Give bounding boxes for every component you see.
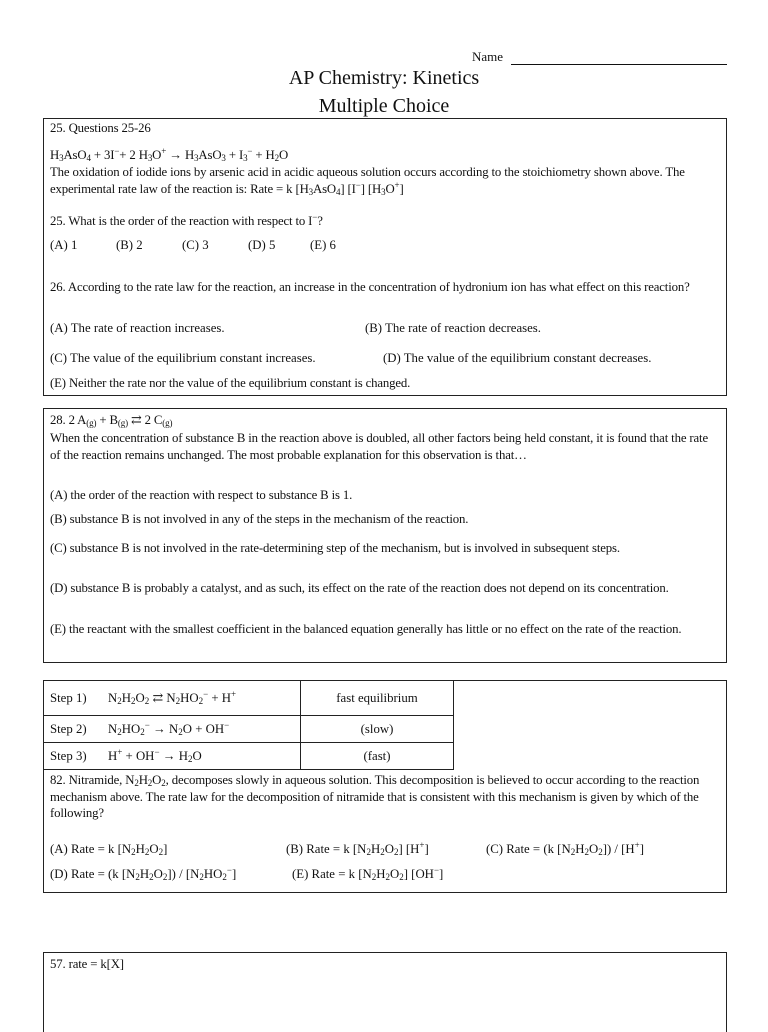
step-equation: $N_2H_2O_2$ ⇄ $N_2HO_2^- + H^+$ bbox=[108, 688, 237, 706]
step-label: Step 2) bbox=[50, 721, 87, 736]
question-82-choices-row1 bbox=[50, 841, 720, 859]
subscript: 2 bbox=[393, 847, 399, 857]
subscript: 3 bbox=[221, 153, 226, 163]
choice-d: (D) Rate = (k $[N_2H_2O_2]) / [N_2HO_2^-]$ bbox=[50, 865, 237, 882]
subscript: 2 bbox=[399, 872, 404, 882]
subscript: 2 bbox=[178, 726, 183, 737]
page-subtitle: Multiple Choice bbox=[318, 95, 450, 117]
superscript: + bbox=[231, 688, 237, 699]
choice-c: (C) substance B is not involved in the rate-determining step of the mechanism, but is involved in subsequent steps. bbox=[50, 541, 620, 555]
name-blank-line[interactable] bbox=[511, 64, 727, 65]
choice-e: (E) the reactant with the smallest coefficient in the balanced equation generally has little or no effect on the rate of the reaction. bbox=[50, 622, 682, 636]
subscript: 2 bbox=[385, 872, 390, 882]
subscript: 2 bbox=[366, 847, 371, 857]
subscript: 2 bbox=[158, 847, 164, 857]
choice-c: (C) 3 bbox=[182, 238, 209, 252]
question-block-25-26 bbox=[43, 118, 727, 396]
choice-e: (E) Neither the rate nor the value of the equilibrium constant is changed. bbox=[50, 376, 411, 390]
subscript: 4 bbox=[336, 186, 341, 197]
mechanism-table bbox=[43, 680, 454, 770]
mechanism-step-cell bbox=[44, 681, 301, 716]
step-rate-note: fast equilibrium bbox=[301, 681, 454, 716]
subscript: 2 bbox=[149, 872, 154, 882]
question-82-choices-row2 bbox=[50, 866, 720, 884]
superscript: − bbox=[312, 212, 318, 222]
step-rate-note: (slow) bbox=[301, 716, 454, 743]
subscript: 2 bbox=[147, 778, 153, 788]
mechanism-row bbox=[44, 681, 454, 716]
subscript: 3 bbox=[147, 153, 153, 163]
question-block-57 bbox=[43, 952, 727, 1032]
subscript: 3 bbox=[243, 153, 248, 163]
mechanism-row bbox=[44, 716, 454, 743]
question-82-stem: 82. Nitramide, $N_2H_2O_2$, decomposes slowly in aqueous solution. This decomposition is believed to occur according to the reaction mechanism above. The rate law for the decomposition of nitramide that is consistent with this mechanism is given by which of the following? bbox=[50, 773, 700, 820]
superscript: + bbox=[117, 746, 123, 757]
choice-b: (B) Rate = k $[N_2H_2O_2]$ [H+] bbox=[286, 840, 429, 857]
question-25-text: 25. What is the order of the reaction with respect to I−? bbox=[50, 212, 323, 228]
subscript: 4 bbox=[86, 153, 91, 163]
choice-a: (A) 1 bbox=[50, 238, 78, 252]
subscript: 2 bbox=[131, 695, 136, 706]
superscript: + bbox=[161, 146, 167, 156]
step-equation: $N_2HO_2^- \to N_2O + OH^-$ bbox=[108, 719, 230, 737]
subscript: 2 bbox=[584, 847, 589, 857]
subscript: 2 bbox=[222, 872, 227, 882]
mechanism-step-cell bbox=[44, 716, 301, 743]
choice-b: (B) 2 bbox=[116, 238, 143, 252]
subscript: (g) bbox=[117, 418, 128, 428]
choice-c: (C) Rate = (k $[N_2H_2O_2]) / [H^+]$ bbox=[486, 840, 645, 857]
choice-d: (D) substance B is probably a catalyst, and as such, its effect on the rate of the reaction does not depend on its concentration. bbox=[50, 581, 669, 595]
choice-c: (C) The value of the equilibrium constant increases. bbox=[50, 351, 316, 365]
subscript: 2 bbox=[144, 847, 150, 857]
superscript: − bbox=[203, 688, 209, 699]
choice-b: (B) The rate of reaction decreases. bbox=[365, 321, 541, 335]
choice-d: (D) 5 bbox=[248, 238, 276, 252]
subscript: 2 bbox=[140, 726, 145, 737]
superscript: + bbox=[419, 840, 425, 850]
question-heading: 25. Questions 25-26 bbox=[50, 121, 151, 135]
superscript: + bbox=[634, 840, 640, 850]
question-57-text: 57. rate = k[X] bbox=[50, 957, 124, 971]
step-equation: $H^+ + OH^- \to H_2O$ bbox=[108, 746, 202, 764]
subscript: 2 bbox=[117, 726, 122, 737]
question-block-82 bbox=[43, 680, 727, 893]
superscript: − bbox=[144, 719, 150, 730]
name-field[interactable] bbox=[472, 48, 727, 66]
step-label: Step 3) bbox=[50, 748, 87, 763]
subscript: 3 bbox=[59, 153, 64, 163]
subscript: 2 bbox=[135, 872, 140, 882]
reaction-equation: $H_3AsO_4 + 3I^-+ 2$ $H_3O^+ \to H_3AsO_3 + I_3^- + H_2O$ bbox=[50, 146, 289, 163]
subscript: 2 bbox=[198, 695, 204, 706]
question-26-text: 26. According to the rate law for the reaction, an increase in the concentration of hydronium ion has what effect on this reaction? bbox=[50, 280, 690, 294]
question-28-stem: When the concentration of substance B in the reaction above is doubled, all other factors being held constant, it is found that the rate of the reaction remains unchanged. The most probable explanation for this observation is that… bbox=[50, 431, 708, 462]
choice-e: (E) Rate = k $[N_2H_2O_2]$ [OH−] bbox=[292, 865, 444, 882]
subscript: 2 bbox=[144, 695, 150, 706]
question-26-choices-row2 bbox=[50, 350, 720, 368]
choice-a: (A) the order of the reaction with respect to substance B is 1. bbox=[50, 488, 353, 502]
choice-d: (D) The value of the equilibrium constant decreases. bbox=[383, 351, 652, 365]
subscript: 2 bbox=[371, 872, 377, 882]
step-rate-note: (fast) bbox=[301, 743, 454, 770]
subscript: 2 bbox=[117, 695, 122, 706]
question-26-choices-row1 bbox=[50, 320, 720, 338]
subscript: (g) bbox=[162, 418, 173, 428]
step-label: Step 1) bbox=[50, 690, 87, 705]
superscript: − bbox=[226, 865, 232, 875]
subscript: 2 bbox=[162, 872, 168, 882]
superscript: − bbox=[154, 746, 160, 757]
choice-a: (A) The rate of reaction increases. bbox=[50, 321, 225, 335]
superscript: − bbox=[355, 179, 361, 190]
superscript: + bbox=[394, 179, 400, 190]
choice-a: (A) Rate = k $[N_2H_2O_2]$ bbox=[50, 842, 168, 857]
subscript: 3 bbox=[381, 186, 386, 197]
subscript: 3 bbox=[194, 153, 199, 163]
subscript: 2 bbox=[187, 753, 193, 764]
superscript: − bbox=[247, 146, 253, 156]
mechanism-step-cell bbox=[44, 743, 301, 770]
page-title: AP Chemistry: Kinetics bbox=[288, 67, 480, 89]
choice-b: (B) substance B is not involved in any of the steps in the mechanism of the reaction. bbox=[50, 512, 469, 526]
subscript: 3 bbox=[308, 186, 314, 197]
superscript: − bbox=[224, 719, 230, 730]
subscript: 2 bbox=[199, 872, 204, 882]
name-label: Name bbox=[472, 49, 504, 64]
question-stem: The oxidation of iodide ions by arsenic acid in acidic aqueous solution occurs according to the stoichiometry shown above. The experimental rate law of the reaction is: Rate = k $[H_3AsO_4]$ [I−] $[H_3O^+]$ bbox=[50, 165, 685, 197]
superscript: − bbox=[114, 146, 120, 156]
subscript: 2 bbox=[134, 778, 139, 788]
choice-e: (E) 6 bbox=[310, 238, 336, 252]
question-block-28 bbox=[43, 408, 727, 663]
subscript: 2 bbox=[598, 847, 603, 857]
question-28-equation: 28. 2 $A_{(g)} + B_{(g)}$ ⇄ 2 $C_{(g)}$ bbox=[50, 413, 173, 428]
mechanism-row bbox=[44, 743, 454, 770]
subscript: (g) bbox=[86, 418, 97, 428]
subscript: 2 bbox=[570, 847, 576, 857]
subscript: 2 bbox=[274, 153, 279, 163]
subscript: 2 bbox=[175, 695, 181, 706]
subscript: 2 bbox=[161, 778, 166, 788]
subscript: 2 bbox=[131, 847, 136, 857]
subscript: 2 bbox=[380, 847, 385, 857]
question-25-choices bbox=[50, 237, 720, 255]
superscript: − bbox=[433, 865, 440, 875]
